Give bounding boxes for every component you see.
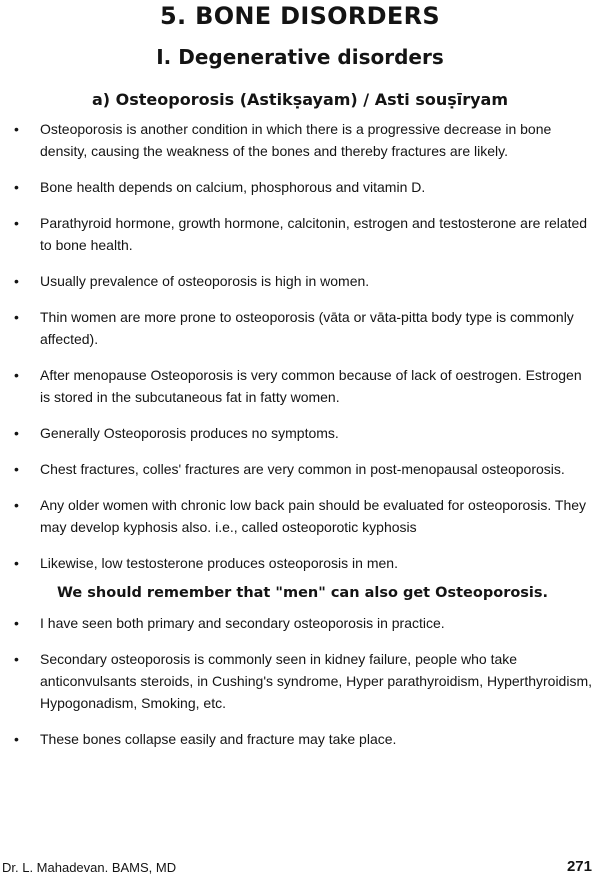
bullet-icon: • <box>14 651 19 667</box>
list-item <box>10 306 595 350</box>
list-item-text: Thin women are more prone to osteoporosis (vāta or vāta-pitta body type is commonly affected). <box>40 309 574 347</box>
list-item-text: Usually prevalence of osteoporosis is high in women. <box>40 273 370 289</box>
page-number: 271 <box>566 858 592 875</box>
bullet-icon: • <box>14 555 19 571</box>
list-item-text: Chest fractures, colles' fractures are very common in post-menopausal osteoporosis. <box>40 461 565 477</box>
bullet-icon: • <box>14 367 19 383</box>
list-item <box>10 648 595 714</box>
list-item-text: Generally Osteoporosis produces no symptoms. <box>40 425 339 441</box>
bullet-icon: • <box>14 461 19 477</box>
list-item-text: Bone health depends on calcium, phosphorous and vitamin D. <box>40 179 426 195</box>
bullet-icon: • <box>14 731 19 747</box>
list-item <box>10 494 595 538</box>
bullet-icon: • <box>14 309 19 325</box>
list-item-text: Parathyroid hormone, growth hormone, calcitonin, estrogen and testosterone are related to bone health. <box>40 215 588 253</box>
list-item-text: Secondary osteoporosis is commonly seen in kidney failure, people who take anticonvulsants steroids, in Cushing's syndrome, Hyper parathyroidism, Hyperthyroidism, Hypogonadism, Smoking, etc. <box>40 651 593 711</box>
bullet-icon: • <box>14 425 19 441</box>
list-item <box>10 364 595 408</box>
chapter-title: 5. BONE DISORDERS <box>160 2 440 30</box>
list-item <box>10 422 595 444</box>
bullet-icon: • <box>14 215 19 231</box>
bullet-icon: • <box>14 615 19 631</box>
list-item <box>10 118 595 162</box>
bullet-icon: • <box>14 121 19 137</box>
list-item-text: I have seen both primary and secondary osteoporosis in practice. <box>40 615 445 631</box>
list-item <box>10 458 595 480</box>
list-item-text: After menopause Osteoporosis is very common because of lack of oestrogen. Estrogen is stored in the subcutaneous fat in fatty women. <box>40 367 582 405</box>
list-item <box>10 552 595 574</box>
list-item-text: Likewise, low testosterone produces osteoporosis in men. <box>40 555 398 571</box>
list-item-text: Any older women with chronic low back pain should be evaluated for osteoporosis. They may develop kyphosis also. i.e., called osteoporotic kyphosis <box>40 497 587 535</box>
bullet-list <box>10 118 595 750</box>
list-item <box>10 728 595 750</box>
bullet-icon: • <box>14 179 19 195</box>
sub-title: a) Osteoporosis (Astikṣayam) / Asti souṣīryam <box>91 90 509 109</box>
list-item <box>10 612 595 634</box>
emphasis-note: We should remember that "men" can also get Osteoporosis. <box>56 585 549 601</box>
list-item-text: Osteoporosis is another condition in which there is a progressive decrease in bone density, causing the weakness of the bones and thereby fractures are likely. <box>40 121 552 159</box>
bullet-icon: • <box>14 497 19 513</box>
list-item <box>10 176 595 198</box>
footer-author: Dr. L. Mahadevan. BAMS, MD <box>2 860 177 875</box>
bullet-icon: • <box>14 273 19 289</box>
list-item-text: These bones collapse easily and fracture may take place. <box>40 731 397 747</box>
list-item <box>10 270 595 292</box>
section-title: I. Degenerative disorders <box>156 45 444 69</box>
list-item <box>10 212 595 256</box>
